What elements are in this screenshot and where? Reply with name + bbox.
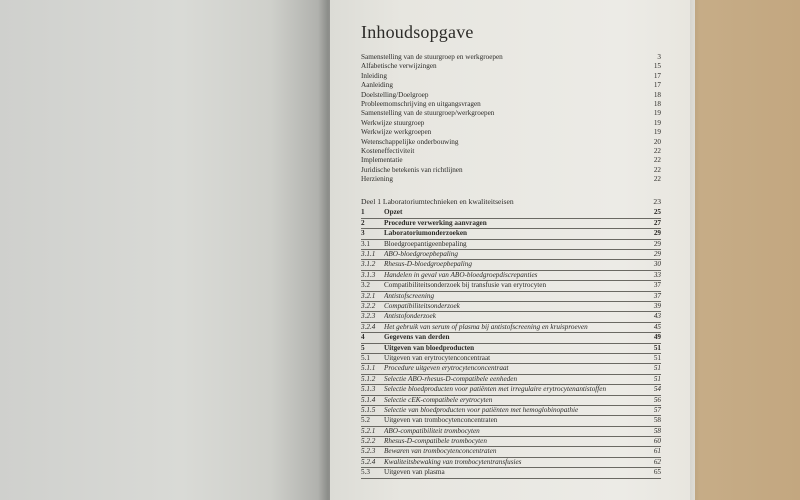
toc-section-page: 49 — [653, 333, 661, 342]
toc-section-page: 45 — [653, 322, 661, 331]
toc-section-page: 39 — [653, 301, 661, 310]
toc-section-entry[interactable] — [361, 323, 661, 332]
toc-entry-title: Alfabetische verwijzingen — [361, 62, 437, 71]
toc-section-entry[interactable] — [361, 458, 661, 467]
toc-section-entry[interactable] — [361, 427, 661, 436]
toc-section-entry[interactable] — [361, 447, 661, 456]
table-of-contents — [361, 22, 661, 479]
toc-section-number: 5.1 — [361, 353, 370, 362]
part-heading-text: Deel 1 Laboratoriumtechnieken en kwaliteitseisen — [361, 197, 514, 207]
toc-section-page: 29 — [653, 239, 661, 248]
toc-section-entry[interactable] — [361, 416, 661, 425]
toc-entry-title: Probleemomschrijving en uitgangsvragen — [361, 99, 481, 108]
toc-section-number: 1 — [361, 208, 365, 217]
toc-section-page: 58 — [653, 416, 661, 425]
toc-section-page: 43 — [653, 312, 661, 321]
toc-entry-page: 3 — [657, 53, 661, 61]
toc-section-title: Procedure uitgeven erytrocytenconcentraat — [384, 364, 509, 373]
toc-section-number: 5.2.1 — [361, 426, 376, 435]
toc-section-number: 3.1.3 — [361, 270, 376, 279]
toc-section-number: 5.2.3 — [361, 447, 376, 456]
toc-section-title: Selectie van bloedproducten voor patiënten met hemoglobinopathie — [384, 405, 579, 414]
toc-section-title: ABO-bloedgroepbepaling — [384, 250, 458, 259]
toc-title: Inhoudsopgave — [361, 22, 474, 42]
toc-section-page: 65 — [653, 468, 661, 477]
toc-entry[interactable] — [361, 91, 661, 100]
toc-section-page: 57 — [653, 405, 661, 414]
toc-section-entry[interactable] — [361, 229, 661, 238]
toc-section-title: Uitgeven van plasma — [384, 468, 445, 477]
toc-section-title: Opzet — [384, 208, 403, 217]
toc-section-entry[interactable] — [361, 406, 661, 415]
toc-section-number: 3.2.3 — [361, 312, 376, 321]
toc-entry-page: 22 — [653, 165, 661, 174]
toc-entry-title: Doelstelling/Doelgroep — [361, 90, 429, 99]
toc-entry-title: Kosteneffectiviteit — [361, 146, 415, 155]
toc-section-page: 62 — [653, 457, 661, 466]
toc-entry-page: 18 — [653, 90, 661, 99]
toc-section-entry[interactable] — [361, 240, 661, 249]
toc-entry[interactable] — [361, 119, 661, 128]
toc-entry-page: 19 — [653, 128, 661, 137]
toc-section-page: 29 — [653, 229, 661, 238]
toc-section-page: 25 — [653, 208, 661, 217]
toc-section-page: 58 — [653, 426, 661, 435]
toc-section-number: 5.2.2 — [361, 437, 376, 446]
toc-section-number: 3 — [361, 229, 365, 238]
toc-section-number: 3.1.1 — [361, 250, 376, 259]
toc-section-page: 60 — [653, 437, 661, 446]
part-heading-row — [361, 196, 661, 208]
toc-section-entry[interactable] — [361, 281, 661, 290]
toc-section-entry[interactable] — [361, 302, 661, 311]
toc-section-entry[interactable] — [361, 468, 661, 477]
toc-entry-title: Samenstelling van de stuurgroep/werkgroepen — [361, 109, 495, 118]
toc-entry-title: Implementatie — [361, 156, 403, 165]
toc-entry[interactable] — [361, 175, 661, 184]
toc-section-number: 5.1.1 — [361, 364, 376, 373]
toc-section-title: Rhesus-D-bloedgroepbepaling — [384, 260, 472, 269]
toc-section-number: 5.1.5 — [361, 405, 376, 414]
toc-section-page: 61 — [653, 447, 661, 456]
toc-section-entry[interactable] — [361, 271, 661, 280]
toc-section-title: Handelen in geval van ABO-bloedgroepdiscrepanties — [384, 270, 538, 279]
toc-section-page: 51 — [653, 353, 661, 362]
toc-section-title: Uitgeven van trombocytenconcentraten — [384, 416, 498, 425]
toc-entry-title: Aanleiding — [361, 81, 393, 90]
toc-section-page: 33 — [653, 270, 661, 279]
left-page — [0, 0, 330, 500]
toc-section-entry[interactable] — [361, 250, 661, 259]
toc-section-number: 5.1.2 — [361, 374, 376, 383]
toc-section-page: 29 — [653, 250, 661, 259]
toc-section-page: 37 — [653, 281, 661, 290]
toc-section-page: 37 — [653, 291, 661, 300]
toc-section-number: 5.2 — [361, 416, 370, 425]
toc-section-title: Selectie cEK-compatibele erytrocyten — [384, 395, 493, 404]
toc-entry[interactable] — [361, 62, 661, 71]
toc-section-title: Compatibiliteitsonderzoek — [384, 301, 460, 310]
toc-section-entry[interactable] — [361, 333, 661, 342]
toc-section-entry[interactable] — [361, 385, 661, 394]
toc-entry-title: Inleiding — [361, 71, 387, 80]
toc-section-entry[interactable] — [361, 375, 661, 384]
toc-section-title: Uitgeven van erytrocytenconcentraat — [384, 353, 491, 362]
toc-section-number: 2 — [361, 218, 365, 227]
toc-section-page: 56 — [653, 395, 661, 404]
toc-section-title: Procedure verwerking aanvragen — [384, 218, 487, 227]
toc-entry[interactable] — [361, 156, 661, 165]
toc-section-number: 5.3 — [361, 468, 370, 477]
toc-entry-title: Werkwijze stuurgroep — [361, 118, 425, 127]
toc-entry-title: Wetenschappelijke onderbouwing — [361, 137, 459, 146]
toc-section-page: 51 — [653, 364, 661, 373]
toc-entry[interactable] — [361, 109, 661, 118]
toc-entry-title: Werkwijze werkgroepen — [361, 128, 432, 137]
toc-section-number: 5.1.4 — [361, 395, 376, 404]
toc-entry[interactable] — [361, 147, 661, 156]
toc-section-title: Antistofonderzoek — [384, 312, 436, 321]
toc-section-entry[interactable] — [361, 354, 661, 363]
toc-entry-page: 15 — [653, 62, 661, 71]
toc-entry-title: Samenstelling van de stuurgroep en werkgroepen — [361, 53, 503, 61]
toc-entry-page: 17 — [653, 81, 661, 90]
front-matter-list — [361, 53, 661, 184]
toc-section-entry[interactable] — [361, 292, 661, 301]
toc-section-number: 4 — [361, 333, 365, 342]
toc-entry[interactable] — [361, 72, 661, 81]
toc-section-number: 3.1.2 — [361, 260, 376, 269]
toc-section-title: Selectie bloedproducten voor patiënten met irregulaire erytrocytenantistoffen — [384, 385, 607, 394]
toc-section-number: 3.2.1 — [361, 291, 376, 300]
toc-section-number: 5 — [361, 343, 365, 352]
toc-section-title: Uitgeven van bloedproducten — [384, 343, 475, 352]
toc-entry[interactable] — [361, 166, 661, 175]
toc-entry[interactable] — [361, 81, 661, 90]
toc-section-number: 5.1.3 — [361, 385, 376, 394]
toc-section-entry[interactable] — [361, 219, 661, 228]
toc-section-title: Rhesus-D-compatibele trombocyten — [384, 437, 487, 446]
toc-section-title: Antistofscreening — [384, 291, 435, 300]
toc-section-number: 3.2 — [361, 281, 370, 290]
toc-section-title: ABO-compatibiliteit trombocyten — [384, 426, 480, 435]
toc-entry[interactable] — [361, 100, 661, 109]
toc-entry[interactable] — [361, 138, 661, 147]
section-list — [361, 208, 661, 478]
toc-section-entry[interactable] — [361, 437, 661, 446]
toc-section-title: Selectie ABO-rhesus-D-compatibele eenheden — [384, 374, 518, 383]
toc-section-page: 54 — [653, 385, 661, 394]
toc-section-number: 3.1 — [361, 239, 370, 248]
toc-section-title: Het gebruik van serum of plasma bij antistofscreening en kruisproeven — [384, 322, 588, 331]
toc-section-entry[interactable] — [361, 364, 661, 373]
page-edge-shadow — [690, 0, 700, 500]
toc-section-title: Kwaliteitsbewaking van trombocytentransfusies — [384, 457, 522, 466]
toc-section-entry[interactable] — [361, 312, 661, 321]
toc-section-number: 3.2.2 — [361, 301, 376, 310]
toc-entry-title: Juridische betekenis van richtlijnen — [361, 165, 463, 174]
toc-entry-title: Herziening — [361, 175, 393, 184]
toc-entry[interactable] — [361, 128, 661, 137]
toc-entry-page: 17 — [653, 71, 661, 80]
toc-section-title: Bewaren van trombocytenconcentraten — [384, 447, 497, 456]
toc-section-title: Bloedgroepantigeenbepaling — [384, 239, 467, 248]
toc-section-number: 3.2.4 — [361, 322, 376, 331]
toc-section-entry[interactable] — [361, 396, 661, 405]
toc-entry-page: 18 — [653, 99, 661, 108]
toc-entry-page: 22 — [653, 146, 661, 155]
toc-section-entry[interactable] — [361, 208, 661, 217]
toc-entry-page: 20 — [653, 137, 661, 146]
toc-section-entry[interactable] — [361, 260, 661, 269]
toc-section-page: 27 — [653, 218, 661, 227]
toc-section-title: Compatibiliteitsonderzoek bij transfusie van erytrocyten — [384, 281, 547, 290]
toc-entry-page: 22 — [653, 156, 661, 165]
toc-section-number: 5.2.4 — [361, 457, 376, 466]
toc-entry-page: 19 — [653, 118, 661, 127]
toc-entry-page: 22 — [653, 175, 661, 184]
toc-section-entry[interactable] — [361, 344, 661, 353]
toc-entry-page: 19 — [653, 109, 661, 118]
row-divider — [361, 478, 661, 479]
part-heading-page: 23 — [653, 197, 661, 207]
toc-entry[interactable] — [361, 53, 661, 62]
toc-section-title: Laboratoriumonderzoeken — [384, 229, 468, 238]
toc-section-page: 51 — [653, 343, 661, 352]
toc-section-page: 30 — [653, 260, 661, 269]
toc-section-page: 51 — [653, 374, 661, 383]
toc-section-title: Gegevens van derden — [384, 333, 450, 342]
